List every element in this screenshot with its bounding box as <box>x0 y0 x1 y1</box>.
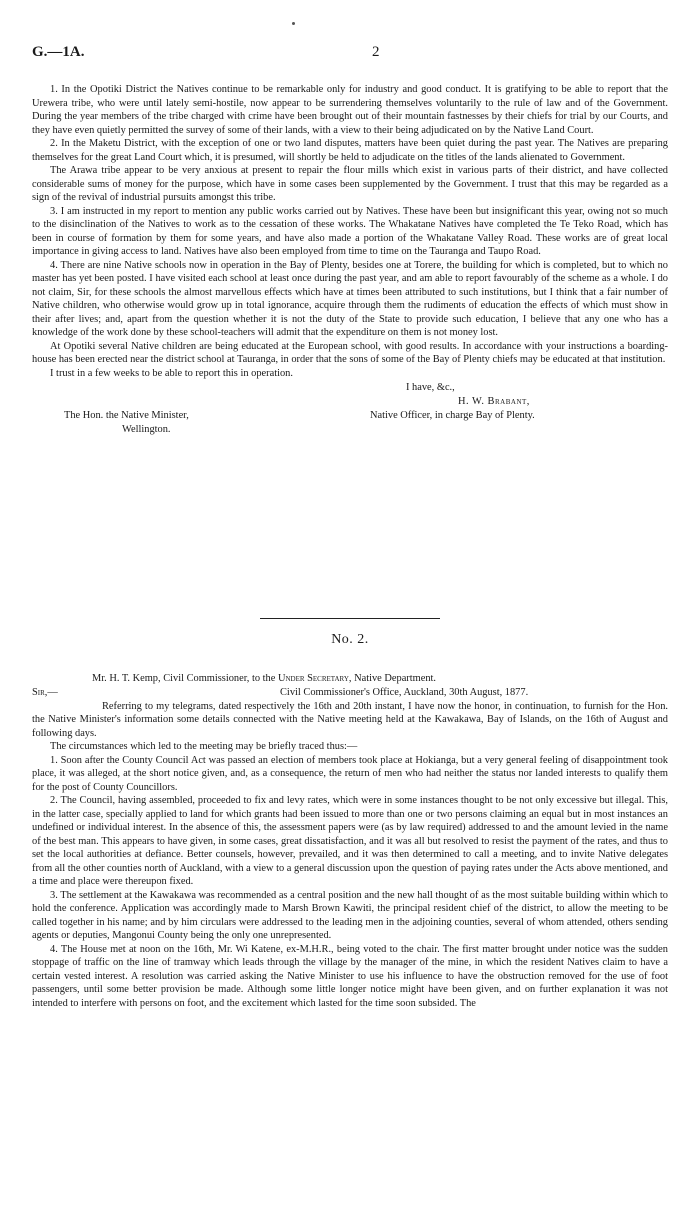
sender-address: Civil Commissioner's Office, Auckland, 30th August, 1877. <box>280 686 529 698</box>
letter-intro <box>32 672 668 686</box>
letter-closing <box>32 367 668 475</box>
addressee: The Hon. the Native Minister, <box>64 409 189 421</box>
signatory-office: Native Officer, in charge Bay of Plenty. <box>370 409 535 421</box>
document-reference: G.—1A. <box>32 44 85 60</box>
paragraph: 1. In the Opotiki District the Natives continue to be remarkable only for industry and good conduct. It is gratifying to be able to report that the Urewera tribe, who were until lately semi-hostile, now appear to be surrendering themselves voluntarily to the rule of law and of the Government. During the year members of the tribe charged with crime have been brought out of their mountain fastnesses by their chiefs for trial by our Courts, and they have even quietly permitted the survey of some of their lands, with a view to their being adjudicated on by the Native Land Court. <box>32 84 668 136</box>
section-divider <box>260 618 440 619</box>
paragraph: The circumstances which led to the meeting may be briefly traced thus:— <box>50 741 358 752</box>
paragraph: 4. The House met at noon on the 16th, Mr. Wi Katene, ex-M.H.R., being voted to the chair. The first matter brought under notice was the sudden stoppage of traffic on the line of tramway which leads through the village by the manager of the mine, in which the resident Natives claim to have a certain vested interest. A resolution was carried asking the Native Minister to use his influence to have the obstruction removed for the use of foot passengers, until some better provision be made. Although some little longer notice might have been given, and on further explanation it was not intended to interfere with persons on foot, and the excitement which lasted for the time soon subsided. The <box>32 943 668 1009</box>
paragraph: 3. I am instructed in my report to mention any public works carried out by Natives. These have been but insignificant this year, owing not so much to the disinclination of the Natives to work as to the cessation of these works. The Whakatane Natives have completed the Te Teko Road, which has been in course of formation by them for some years, and have also made a portion of the Whakatane Valley Road. These works are of great local importance in giving access to land. Natives have also been employed from time to time on the Tauranga and Taupo Road. <box>32 205 668 257</box>
section-2-body <box>32 672 668 1010</box>
paragraph: Referring to my telegrams, dated respectively the 16th and 20th instant, I have now the honor, in continuation, to furnish for the Hon. the Native Minister's information some details connected with the Native meeting held at the Kawakawa, Bay of Islands, on the 16th of August and following days. <box>32 700 668 739</box>
section-number: No. 2. <box>331 632 369 647</box>
intro-recipient: Under Secretary <box>277 673 349 684</box>
paragraph: 3. The settlement at the Kawakawa was recommended as a central position and the new hall thought of as the most suitable building within which to hold the conference. Application was accordingly made to Marsh Brown Kawiti, the principal resident chief of the district, to allow the meeting to be called together in his name; and by him circulars were addressed to the leading men in the adjoining counties, several of whom attended, others sending agents or deputies, Mangonui County being the only one unrepresented. <box>32 889 668 941</box>
paragraph: 2. In the Maketu District, with the exception of one or two land disputes, matters have been quiet during the past year. The Natives are preparing themselves for the great Land Court which, it is presumed, will shortly be held to adjudicate on the titles of the lands alienated to Government. <box>32 138 668 163</box>
addressee-city: Wellington. <box>122 423 171 435</box>
signatory-name: H. W. Brabant, <box>458 395 530 407</box>
valediction: I have, &c., <box>406 381 455 393</box>
salutation: Sir,— <box>32 686 58 698</box>
page-number: 2 <box>372 44 380 60</box>
intro-suffix: , Native Department. <box>348 673 437 684</box>
section-1-body <box>32 83 668 475</box>
paragraph: 4. There are nine Native schools now in operation in the Bay of Plenty, besides one at Torere, the building for which is completed, but to which no master has yet been posted. I have visited each school at least once during the past year, and am able to report favourably of the scheme as a whole. I do not claim, Sir, for these schools the almost marvellous effects which have at times been attributed to such institutions, but I think that a fair number of Native children, who otherwise would grow up in total ignorance, acquire through them the rudiments of education the effects of which must show in their after lives; and, apart from the question whether it is not the duty of the State to provide such education, I believe that any one who has a knowledge of the work done by these school-teachers will admit that the expenditure on them is not money lost. <box>32 259 668 338</box>
intro-prefix: Mr. H. T. Kemp, Civil Commissioner, to the <box>92 673 276 684</box>
page-header <box>32 44 672 64</box>
paragraph: The Arawa tribe appear to be very anxious at present to repair the flour mills which exist in various parts of their district, and have collected considerable sums of money for the purpose, which have in some cases been supplemented by the Government. I trust that this may be regarded as a sign of the revival of industrial pursuits amongst this tribe. <box>32 165 668 203</box>
paragraph: At Opotiki several Native children are being educated at the European school, with good results. In accordance with your instructions a boarding-house has been erected near the district school at Tauranga, in order that the sons of some of the Bay of Plenty chiefs may be educated at that institution. <box>32 340 668 365</box>
print-speck <box>292 22 295 25</box>
paragraph: 2. The Council, having assembled, proceeded to fix and levy rates, which were in some instances thought to be not only excessive but illegal. This, in the latter case, specially applied to land for which grants had been issued to more than one or two persons claiming an equal but in most instances an undefined or individual interest. In the absence of this, the assessment papers were (as by law required) addressed to and the amount levied in the name of the best man. This appears to have given, in some cases, great dissatisfaction, and it was all but resolved to resist the payment of the rates, and thus to set the local authorities at defiance. Better counsels, however, prevailed, and it was then determined to call a meeting, and to invite Native delegates from all the other counties north of Auckland, with a view to a general discussion upon the question of paying rates under the Acts above mentioned, and a time and place were thereupon fixed. <box>32 795 668 887</box>
paragraph: 1. Soon after the County Council Act was passed an election of members took place at Hokianga, but a very general feeling of disappointment took place, it was alleged, at the short notice given, and, as a consequence, the return of men who had neither the status nor landed interests to qualify them for the post of County Councillors. <box>32 754 668 793</box>
salutation-row <box>32 686 668 700</box>
closing-sentence: I trust in a few weeks to be able to report this in operation. <box>50 367 293 379</box>
